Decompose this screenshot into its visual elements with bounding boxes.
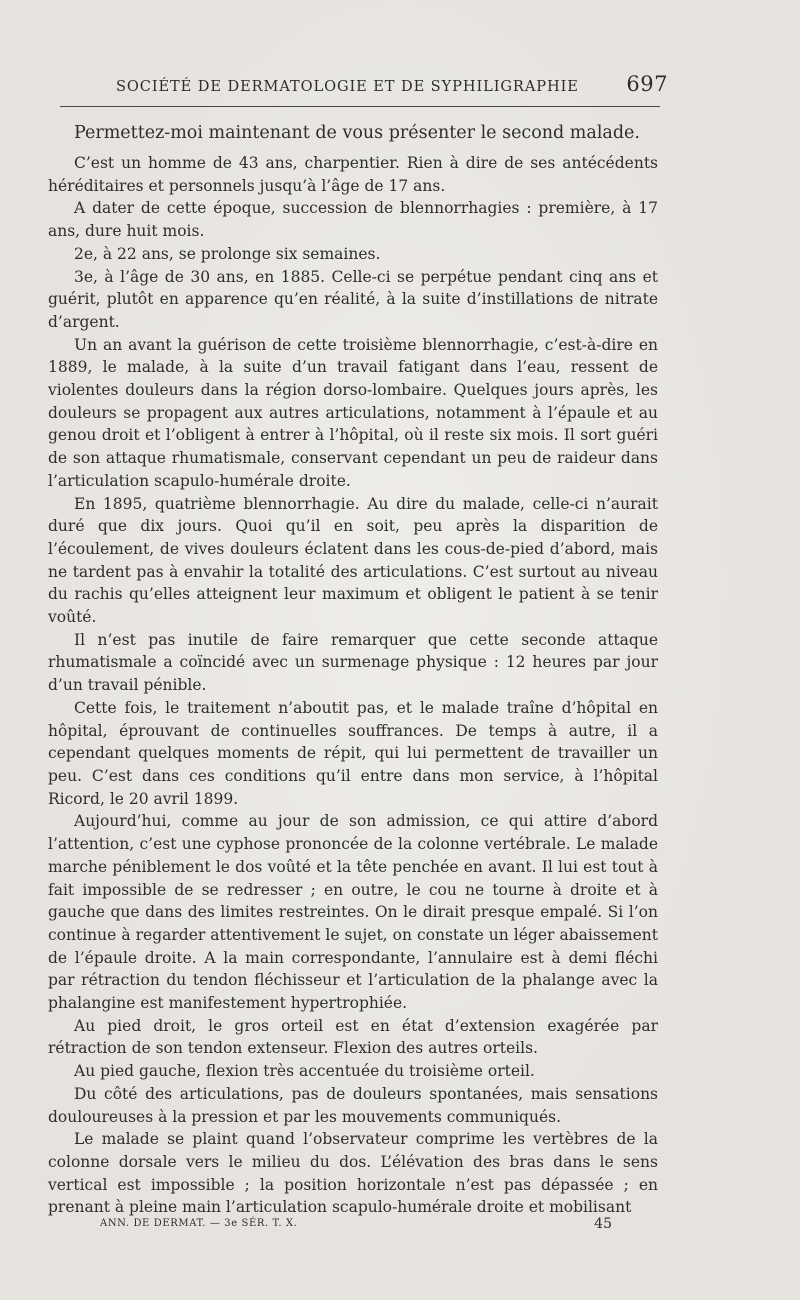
sheet-number: 45 <box>594 1216 612 1232</box>
page-number: 697 <box>626 72 668 96</box>
journal-title: SOCIÉTÉ DE DERMATOLOGIE ET DE SYPHILIGRAPHIE <box>116 78 579 95</box>
paragraph: A dater de cette époque, succession de blennorrhagies : première, à 17 ans, dure huit mois. <box>48 199 658 241</box>
paragraph: 3e, à l’âge de 30 ans, en 1885. Celle-ci se perpétue pendant cinq ans et guérit, plutôt en apparence qu’en réalité, à la suite d’instillations de nitrate d’argent. <box>48 267 658 331</box>
paragraph: Cette fois, le traitement n’aboutit pas, et le malade traîne d’hôpital en hôpital, éprouvant de continuelles souffrances. De temps à autre, il a cependant quelques moments de répit, qui lui permettent de travailler un peu. C’est dans ces conditions qu’il entre dans mon service, à l’hôpital Ricord, le 20 avril 1899. <box>48 698 658 808</box>
paragraph: 2e, à 22 ans, se prolonge six semaines. <box>74 244 381 263</box>
paragraph: Aujourd’hui, comme au jour de son admission, ce qui attire d’abord l’attention, c’est une cyphose prononcée de la colonne vertébrale. Le malade marche péniblement le dos voûté et la tête penchée en avant. Il lui est tout à fait impossible de se redresser ; en outre, le cou ne tourne à droite et à gauche que dans des limites restreintes. On le dirait presque empalé. Si l’on continue à regarder attentivement le sujet, on constate un léger abaissement de l’épaule droite. A la main correspondante, l’annulaire est à demi fléchi par rétraction du tendon fléchisseur et l’articulation de la phalange avec la phalangine est manifestement hypertrophiée. <box>48 812 658 1013</box>
footer-signature: ANN. DE DERMAT. — 3e SÉR. T. X. <box>100 1218 298 1229</box>
page-footer <box>100 1216 620 1236</box>
paragraph: Le malade se plaint quand l’observateur comprime les vertèbres de la colonne dorsale vers le milieu du dos. L’élévation des bras dans le sens vertical est impossible ; la position horizontale n’est pas dépassée ; en prenant à pleine main l’articulation scapulo-humérale droite et mobilisant <box>48 1130 658 1217</box>
header-rule <box>60 106 660 107</box>
paragraph: C’est un homme de 43 ans, charpentier. Rien à dire de ses antécédents héréditaires et personnels jusqu’à l’âge de 17 ans. <box>48 154 658 195</box>
paragraph: Un an avant la guérison de cette troisième blennorrhagie, c’est-à-dire en 1889, le malade, à la suite d’un travail fatigant dans l’eau, ressent de violentes douleurs dans la région dorso-lombaire. Quelques jours après, les douleurs se propagent aux autres articulations, notamment à l’épaule et au genou droit et l’obligent à entrer à l’hôpital, où il reste six mois. Il sort guéri de son attaque rhumatismale, conservant cependant un peu de raideur dans l’articulation scapulo-humérale droite. <box>48 335 658 490</box>
running-header <box>116 72 668 102</box>
paragraph: Au pied droit, le gros orteil est en état d’extension exagérée par rétraction de son tendon extenseur. Flexion des autres orteils. <box>48 1016 658 1058</box>
paragraph: Au pied gauche, flexion très accentuée du troisième orteil. <box>74 1062 535 1081</box>
paragraph: Permettez-moi maintenant de vous présenter le second malade. <box>74 123 640 143</box>
paragraph: Du côté des articulations, pas de douleurs spontanées, mais sensations douloureuses à la pression et par les mouvements communiqués. <box>48 1084 658 1126</box>
paragraph: Il n’est pas inutile de faire remarquer que cette seconde attaque rhumatismale a coïncidé avec un surmenage physique : 12 heures par jour d’un travail pénible. <box>48 630 658 695</box>
paragraph: En 1895, quatrième blennorrhagie. Au dire du malade, celle-ci n’aurait duré que dix jours. Quoi qu’il en soit, peu après la disparition de l’écoulement, de vives douleurs éclatent dans les cous-de-pied d’abord, mais ne tardent pas à envahir la totalité des articulations. C’est surtout au niveau du rachis qu’elles atteignent leur maximum et obligent le patient à se tenir voûté. <box>48 494 658 627</box>
article-body <box>48 118 658 1219</box>
